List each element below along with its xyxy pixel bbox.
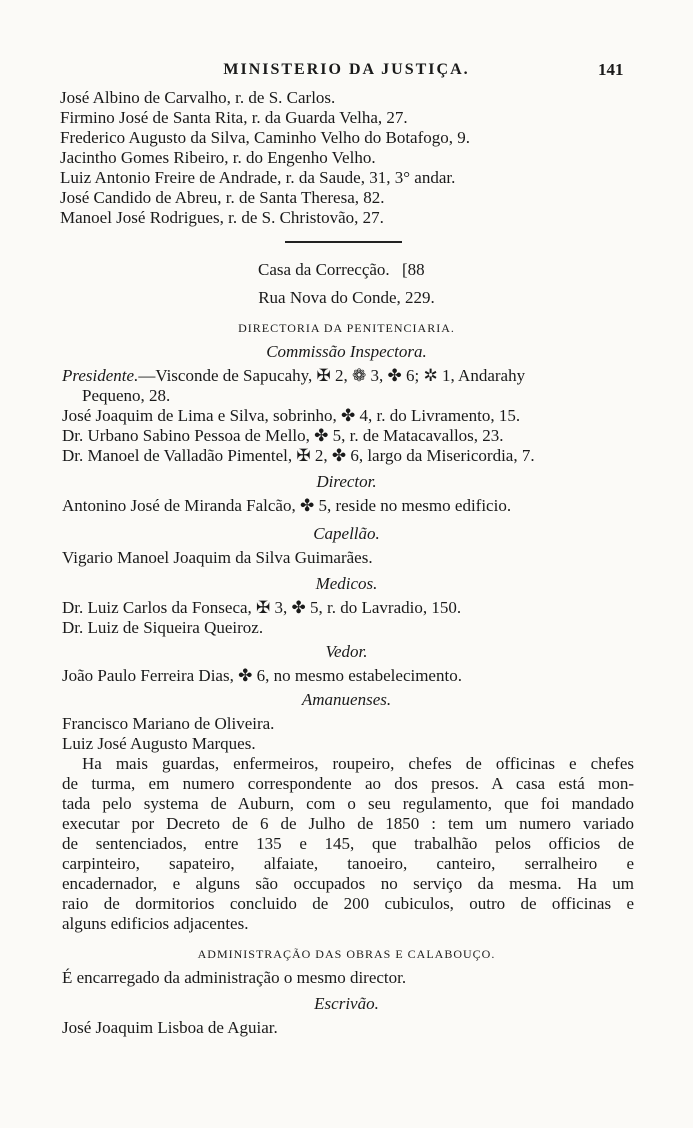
heading-medicos: Medicos.	[315, 574, 378, 593]
paragraph-line: executar por Decreto de 6 de Julho de 1850 : tem um numero variado	[62, 814, 634, 833]
heading-capellao: Capellão.	[313, 524, 380, 543]
paragraph-line: carpinteiro, sapateiro, alfaiate, tanoeiro, canteiro, serralheiro e	[62, 854, 634, 873]
paragraph-line: tada pelo systema de Auburn, com o seu regulamento, que foi mandado	[62, 794, 634, 813]
list-item: José Albino de Carvalho, r. de S. Carlos.	[60, 88, 336, 107]
list-item: Dr. Luiz Carlos da Fonseca, ✠ 3, ✤ 5, r. do Lavradio, 150.	[62, 598, 462, 617]
section-heading-directoria: DIRECTORIA DA PENITENCIARIA.	[238, 321, 455, 335]
vedor-entry: João Paulo Ferreira Dias, ✤ 6, no mesmo estabelecimento.	[62, 666, 462, 685]
casa-address: Rua Nova do Conde, 229.	[258, 288, 435, 307]
page-number: 141	[598, 60, 624, 79]
director-entry: Antonino José de Miranda Falcão, ✤ 5, reside no mesmo edificio.	[62, 496, 512, 515]
list-item: Jacintho Gomes Ribeiro, r. do Engenho Velho.	[60, 148, 376, 167]
capellao-entry: Vigario Manoel Joaquim da Silva Guimarães.	[62, 548, 373, 567]
list-item: Manoel José Rodrigues, r. de S. Christovão, 27.	[60, 208, 384, 227]
paragraph-line: de sentenciados, entre 135 e 145, que trabalhão pelos officios de	[62, 834, 634, 853]
paragraph-line: alguns edificios adjacentes.	[62, 914, 249, 933]
list-item: Firmino José de Santa Rita, r. da Guarda Velha, 27.	[60, 108, 408, 127]
list-item: Frederico Augusto da Silva, Caminho Velho do Botafogo, 9.	[60, 128, 471, 147]
list-item: Dr. Urbano Sabino Pessoa de Mello, ✤ 5, r. de Matacavallos, 23.	[62, 426, 504, 445]
section-divider	[285, 241, 402, 243]
section-heading-administracao: ADMINISTRAÇÃO DAS OBRAS E CALABOUÇO.	[197, 947, 496, 961]
escrivao-entry: José Joaquim Lisboa de Aguiar.	[62, 1018, 278, 1037]
list-item: Luiz Antonio Freire de Andrade, r. da Saude, 31, 3° andar.	[60, 168, 456, 187]
heading-commissao: Commissão Inspectora.	[266, 342, 427, 361]
paragraph-line: raio de dormitorios concluido de 200 cubiculos, outro de officinas e	[62, 894, 634, 913]
presidente-address: Pequeno, 28.	[82, 386, 171, 405]
admin-text: É encarregado da administração o mesmo director.	[62, 968, 407, 987]
paragraph-line: de turma, em numero correspondente ao dos presos. A casa está mon-	[62, 774, 634, 793]
list-item: Luiz José Augusto Marques.	[62, 734, 256, 753]
casa-title: Casa da Correcção.	[258, 260, 390, 279]
list-item: Dr. Luiz de Siqueira Queiroz.	[62, 618, 264, 637]
list-item: José Joaquim de Lima e Silva, sobrinho, ✤ 4, r. do Livramento, 15.	[62, 406, 521, 425]
list-item: Dr. Manoel de Valladão Pimentel, ✠ 2, ✤ 6, largo da Misericordia, 7.	[62, 446, 535, 465]
heading-escrivao: Escrivão.	[314, 994, 379, 1013]
heading-amanuenses: Amanuenses.	[301, 690, 392, 709]
list-item: Francisco Mariano de Oliveira.	[62, 714, 275, 733]
paragraph-line: encadernador, e alguns são occupados no serviço da mesma. Ha um	[62, 874, 634, 893]
list-item: José Candido de Abreu, r. de Santa Theresa, 82.	[60, 188, 385, 207]
casa-title-ref: [88	[401, 260, 425, 279]
heading-director: Director.	[316, 472, 377, 491]
presidente-text: —Visconde de Sapucahy, ✠ 2, ❁ 3, ✤ 6; ✲ 1, Andarahy	[138, 366, 526, 385]
heading-vedor: Vedor.	[325, 642, 368, 661]
paragraph-line: Ha mais guardas, enfermeiros, roupeiro, chefes de officinas e chefes	[82, 754, 634, 773]
presidente-label: Presidente.	[62, 366, 139, 385]
section-title	[258, 260, 425, 280]
running-header-title: MINISTERIO DA JUSTIÇA.	[223, 61, 470, 78]
presidente-entry	[62, 366, 525, 386]
